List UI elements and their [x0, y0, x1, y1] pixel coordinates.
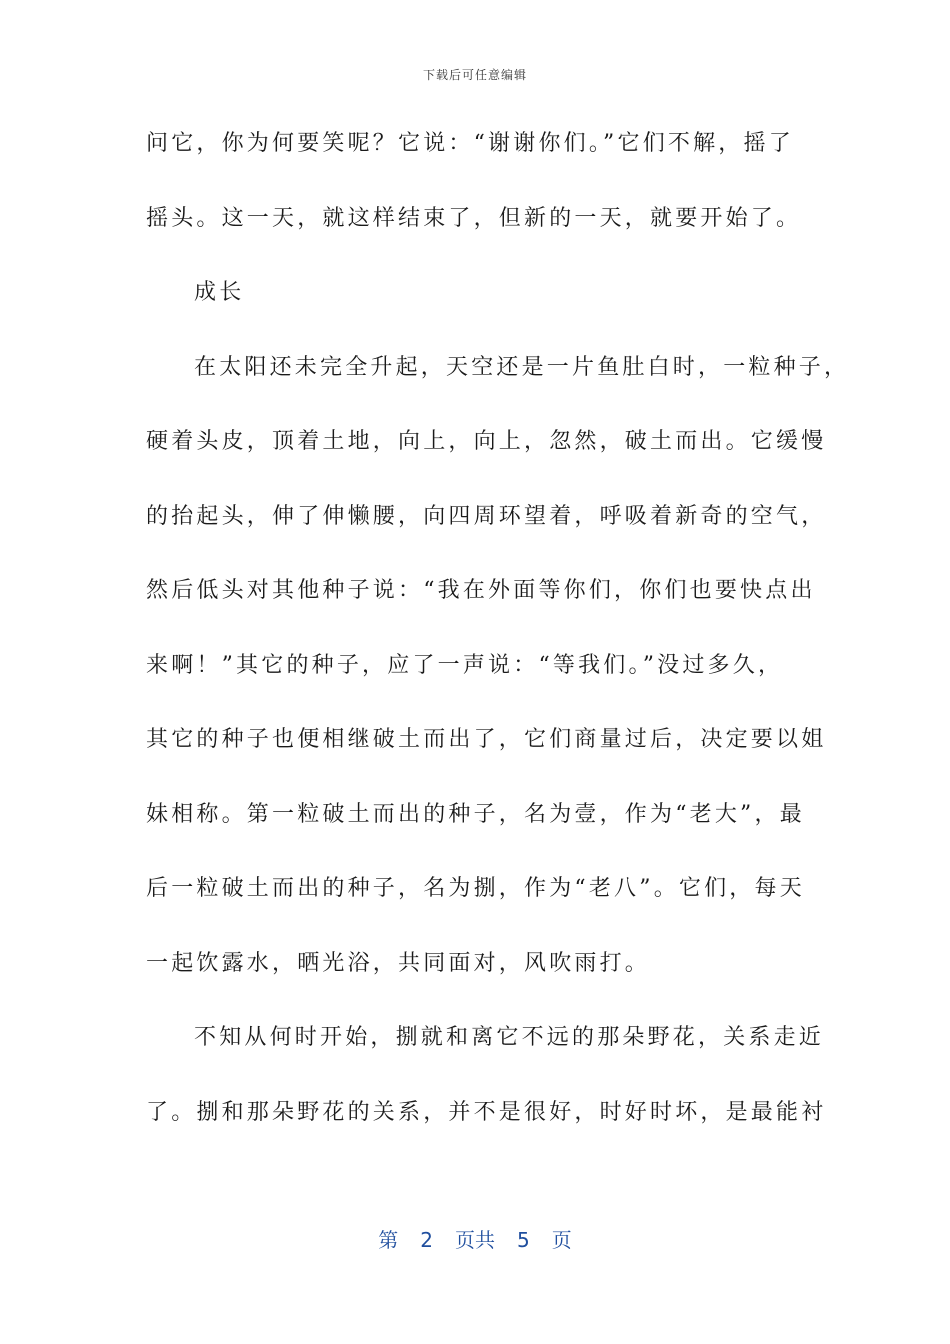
text-line-8: 来啊！”其它的种子，应了一声说：“等我们。”没过多久，	[146, 652, 784, 678]
text-line-5: 硬着头皮，顶着土地，向上，向上，忽然，破土而出。它缓慢	[146, 429, 827, 454]
text-line-14: 了。捌和那朵野花的关系，并不是很好，时好时坏，是最能衬	[146, 1099, 827, 1125]
footer-total-pages: 5	[517, 1228, 530, 1252]
text-line-6: 的抬起头，伸了伸懒腰，向四周环望着，呼吸着新奇的空气，	[146, 503, 827, 529]
document-body	[146, 118, 850, 1161]
page-header-note: 下载后可任意编辑	[422, 68, 527, 82]
text-line-9: 其它的种子也便相继破土而出了，它们商量过后，决定要以姐	[146, 727, 827, 752]
text-line-11: 后一粒破土而出的种子，名为捌，作为“老八”。它们，每天	[146, 876, 805, 901]
footer-prefix: 第	[378, 1228, 399, 1252]
footer-suffix: 页	[551, 1228, 572, 1252]
footer-current-page: 2	[420, 1228, 433, 1252]
footer-middle: 页共	[455, 1228, 495, 1252]
section-heading: 成长	[194, 280, 245, 305]
text-line-4: 在太阳还未完全升起，天空还是一片鱼肚白时，一粒种子，	[194, 354, 850, 380]
text-line-13: 不知从何时开始，捌就和离它不远的那朵野花，关系走近	[194, 1025, 825, 1050]
text-line-10: 妹相称。第一粒破土而出的种子，名为壹，作为“老大”，最	[146, 801, 805, 827]
text-line-2: 摇头。这一天，就这样结束了，但新的一天，就要开始了。	[146, 205, 802, 231]
text-line-12: 一起饮露水，晒光浴，共同面对，风吹雨打。	[146, 950, 651, 976]
page-number-footer	[0, 1224, 950, 1253]
text-line-1: 问它，你为何要笑呢？它说：“谢谢你们。”它们不解，摇了	[146, 131, 794, 156]
text-line-7: 然后低头对其他种子说：“我在外面等你们，你们也要快点出	[146, 578, 816, 603]
